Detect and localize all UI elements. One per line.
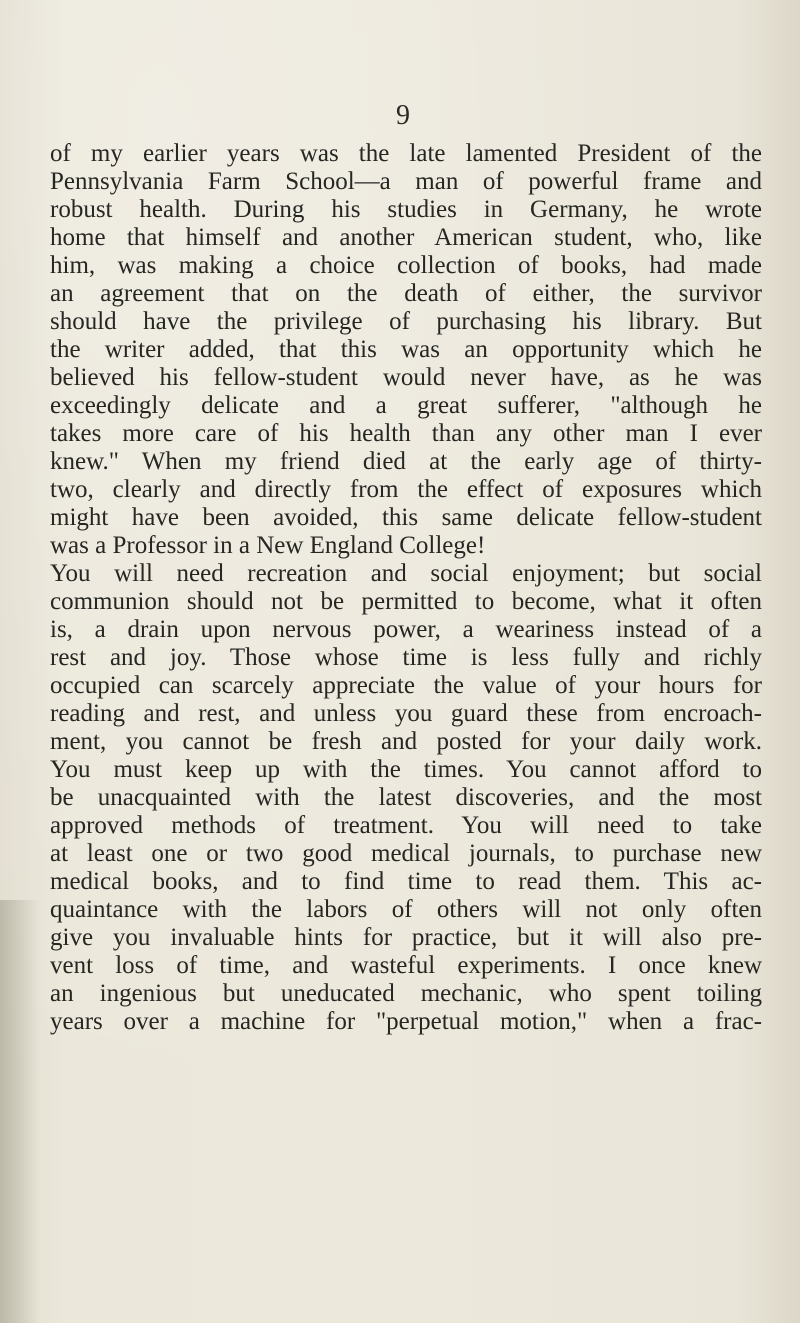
text-line: knew." When my friend died at the early age of thirty- xyxy=(50,448,762,475)
page-number: 9 xyxy=(396,100,410,131)
body-text xyxy=(50,140,762,1036)
text-line: vent loss of time, and wasteful experiments. I once knew xyxy=(50,952,762,979)
text-line: takes more care of his health than any other man I ever xyxy=(50,420,762,447)
text-line: home that himself and another American student, who, like xyxy=(50,224,762,251)
text-line: Pennsylvania Farm School—a man of powerful frame and xyxy=(50,168,762,195)
text-line: at least one or two good medical journals, to purchase new xyxy=(50,840,762,867)
text-line: might have been avoided, this same delicate fellow-student xyxy=(50,504,762,531)
text-line: quaintance with the labors of others will not only often xyxy=(50,896,762,923)
text-line: approved methods of treatment. You will need to take xyxy=(50,812,762,839)
page-edge-shadow xyxy=(0,900,40,1323)
text-line: exceedingly delicate and a great sufferer, "although he xyxy=(50,392,762,419)
text-line: rest and joy. Those whose time is less fully and richly xyxy=(50,644,762,671)
text-line: an agreement that on the death of either, the survivor xyxy=(50,280,762,307)
text-line: give you invaluable hints for practice, but it will also pre- xyxy=(50,924,762,951)
text-line: is, a drain upon nervous power, a weariness instead of a xyxy=(50,616,762,643)
text-line: ment, you cannot be fresh and posted for your daily work. xyxy=(50,728,762,755)
text-line: You must keep up with the times. You cannot afford to xyxy=(50,756,762,783)
text-line: occupied can scarcely appreciate the value of your hours for xyxy=(50,672,762,699)
text-line: You will need recreation and social enjoyment; but social xyxy=(50,560,762,587)
text-line: two, clearly and directly from the effect of exposures which xyxy=(50,476,762,503)
text-line: robust health. During his studies in Germany, he wrote xyxy=(50,196,762,223)
text-line: should have the privilege of purchasing his library. But xyxy=(50,308,762,335)
text-line: an ingenious but uneducated mechanic, who spent toiling xyxy=(50,980,762,1007)
text-line: was a Professor in a New England College! xyxy=(50,532,486,559)
text-line: medical books, and to find time to read them. This ac- xyxy=(50,868,762,895)
text-line: years over a machine for "perpetual motion," when a frac- xyxy=(50,1008,762,1035)
text-line: the writer added, that this was an opportunity which he xyxy=(50,336,762,363)
text-line: him, was making a choice collection of books, had made xyxy=(50,252,762,279)
text-line: of my earlier years was the late lamented President of the xyxy=(50,140,762,167)
text-line: believed his fellow-student would never have, as he was xyxy=(50,364,762,391)
text-line: reading and rest, and unless you guard these from encroach- xyxy=(50,700,762,727)
text-line: be unacquainted with the latest discoveries, and the most xyxy=(50,784,762,811)
text-line: communion should not be permitted to become, what it often xyxy=(50,588,762,615)
